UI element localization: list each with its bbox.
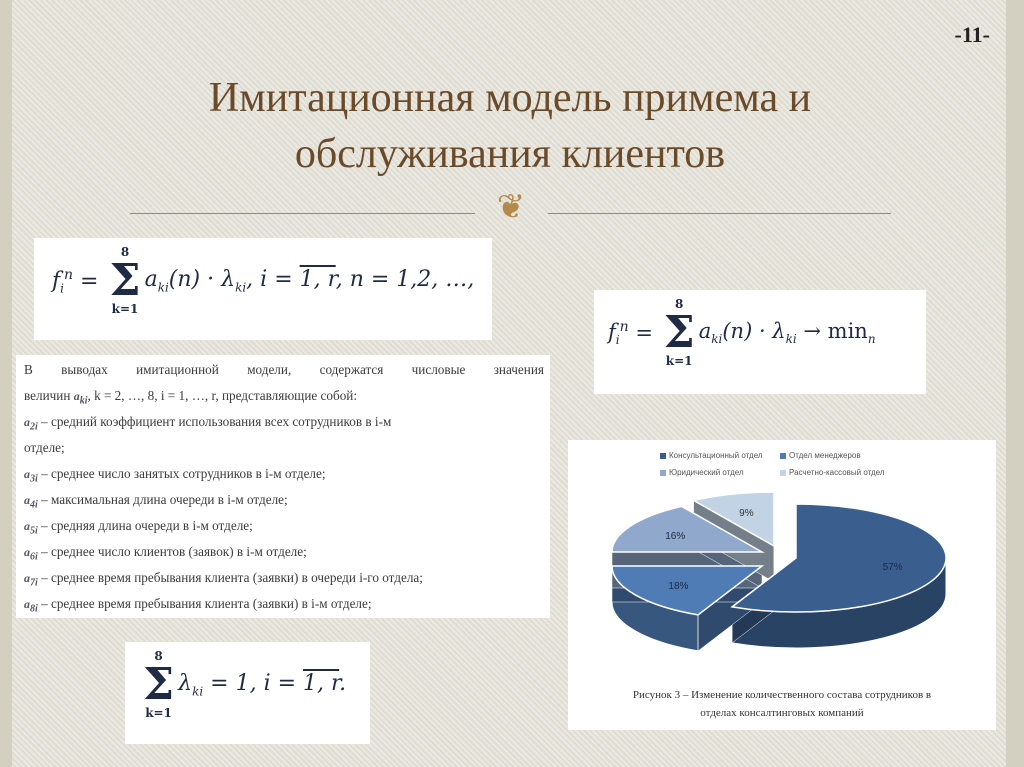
output-item-text: – среднее число занятых сотрудников в i-м отделе; [37,466,326,481]
output-item-text: – среднее время пребывания клиента (заявки) в очереди i-го отдела; [37,570,423,585]
output-item-text: – среднее число клиентов (заявок) в i-м отделе; [37,544,307,559]
page-number: -11- [954,22,990,47]
output-item [24,435,544,461]
legend-label: Расчетно-кассовый отдел [789,468,885,477]
right-edge-band [1006,0,1024,767]
output-item-text: – максимальная длина очереди в i-м отделе; [37,492,288,507]
intro-word: В [24,362,33,377]
output-item-text: отделе; [24,440,65,455]
title-divider-left [130,213,475,214]
output-item-text: – средний коэффициент использования всех сотрудников в i-м [37,414,392,429]
output-item-variable: $a_{3i}$ [24,467,38,485]
ornament-icon: ❦ [496,189,526,226]
pie-data-label: 57% [882,561,903,573]
chart-caption-line2: отделах консалтинговых компаний [700,707,864,719]
intro-word: содержатся [319,362,384,377]
output-item [24,591,544,622]
output-item-variable: $a_{8i}$ [24,597,38,615]
formula1-sigma: 8 Σ k=1 [109,245,141,316]
intro-word: значения [493,362,544,377]
intro-line-1 [24,357,544,383]
model-outputs-text [16,355,550,618]
pie-chart [568,440,996,680]
output-item-variable: $a_{7i}$ [24,571,38,589]
intro-word: выводах [61,362,108,377]
intro-word: модели, [247,362,292,377]
intro-word: числовые [411,362,466,377]
pie-data-label: 16% [665,530,686,542]
pie-data-label: 9% [739,507,754,519]
formula-panel-2: $f_i^n$ = 8 Σ k=1 $a_{ki}(n) \cdot \lambda_{ki} \to \min_n$ [594,290,926,394]
chart-panel [568,440,996,730]
formula2-body: $a_{ki}(n) \cdot \lambda_{ki} \to \min_n$ [698,319,876,347]
slide-title-line2: обслуживания клиентов [294,131,726,177]
output-item-text: – среднее время пребывания клиента (заявки) в i-м отделе; [37,596,372,611]
chart-caption [568,686,996,722]
formula3-body: $\lambda_{ki} = 1$, i = 1, r. [178,671,347,699]
output-item-variable: $a_{4i}$ [24,493,38,511]
formula2-sigma: 8 Σ k=1 [663,297,695,368]
slide-title [130,70,890,182]
chart-caption-line1: Рисунок 3 – Изменение количественного состава сотрудников в [632,689,932,701]
intro-word: имитационной [136,362,219,377]
output-item-variable: $a_{6i}$ [24,545,38,563]
left-edge-band [0,0,12,767]
formula2-lhs: $f_i^n$ [608,318,629,348]
legend-label: Отдел менеджеров [789,451,861,460]
formula3-sigma: 8 Σ k=1 [143,649,175,720]
legend-label: Юридический отдел [669,468,744,477]
output-item-variable: $a_{5i}$ [24,519,38,537]
output-item-variable: $a_{2i}$ [24,415,38,433]
formula-panel-3 [125,642,370,744]
formula-panel-1: $f_i^n$ = 8 Σ k=1 $a_{ki}(n) \cdot \lambda_{ki}$, i = 1, r, n = 1,2, …, [34,238,492,340]
title-divider-right [548,213,891,214]
intro-line-2: величин $a_{ki}$, k = 2, …, 8, i = 1, …, r, представляющие собой: [24,388,358,407]
slide-title-line1: Имитационная модель примема и [208,75,812,121]
legend-label: Консультационный отдел [669,451,763,460]
output-item-text: – средняя длина очереди в i-м отделе; [37,518,253,533]
formula1-lhs: $f_i^n$ [52,266,74,296]
formula1-body: $a_{ki}(n) \cdot \lambda_{ki}$, i = 1, r, n = 1,2, …, [144,267,475,295]
pie-data-label: 18% [668,581,689,593]
